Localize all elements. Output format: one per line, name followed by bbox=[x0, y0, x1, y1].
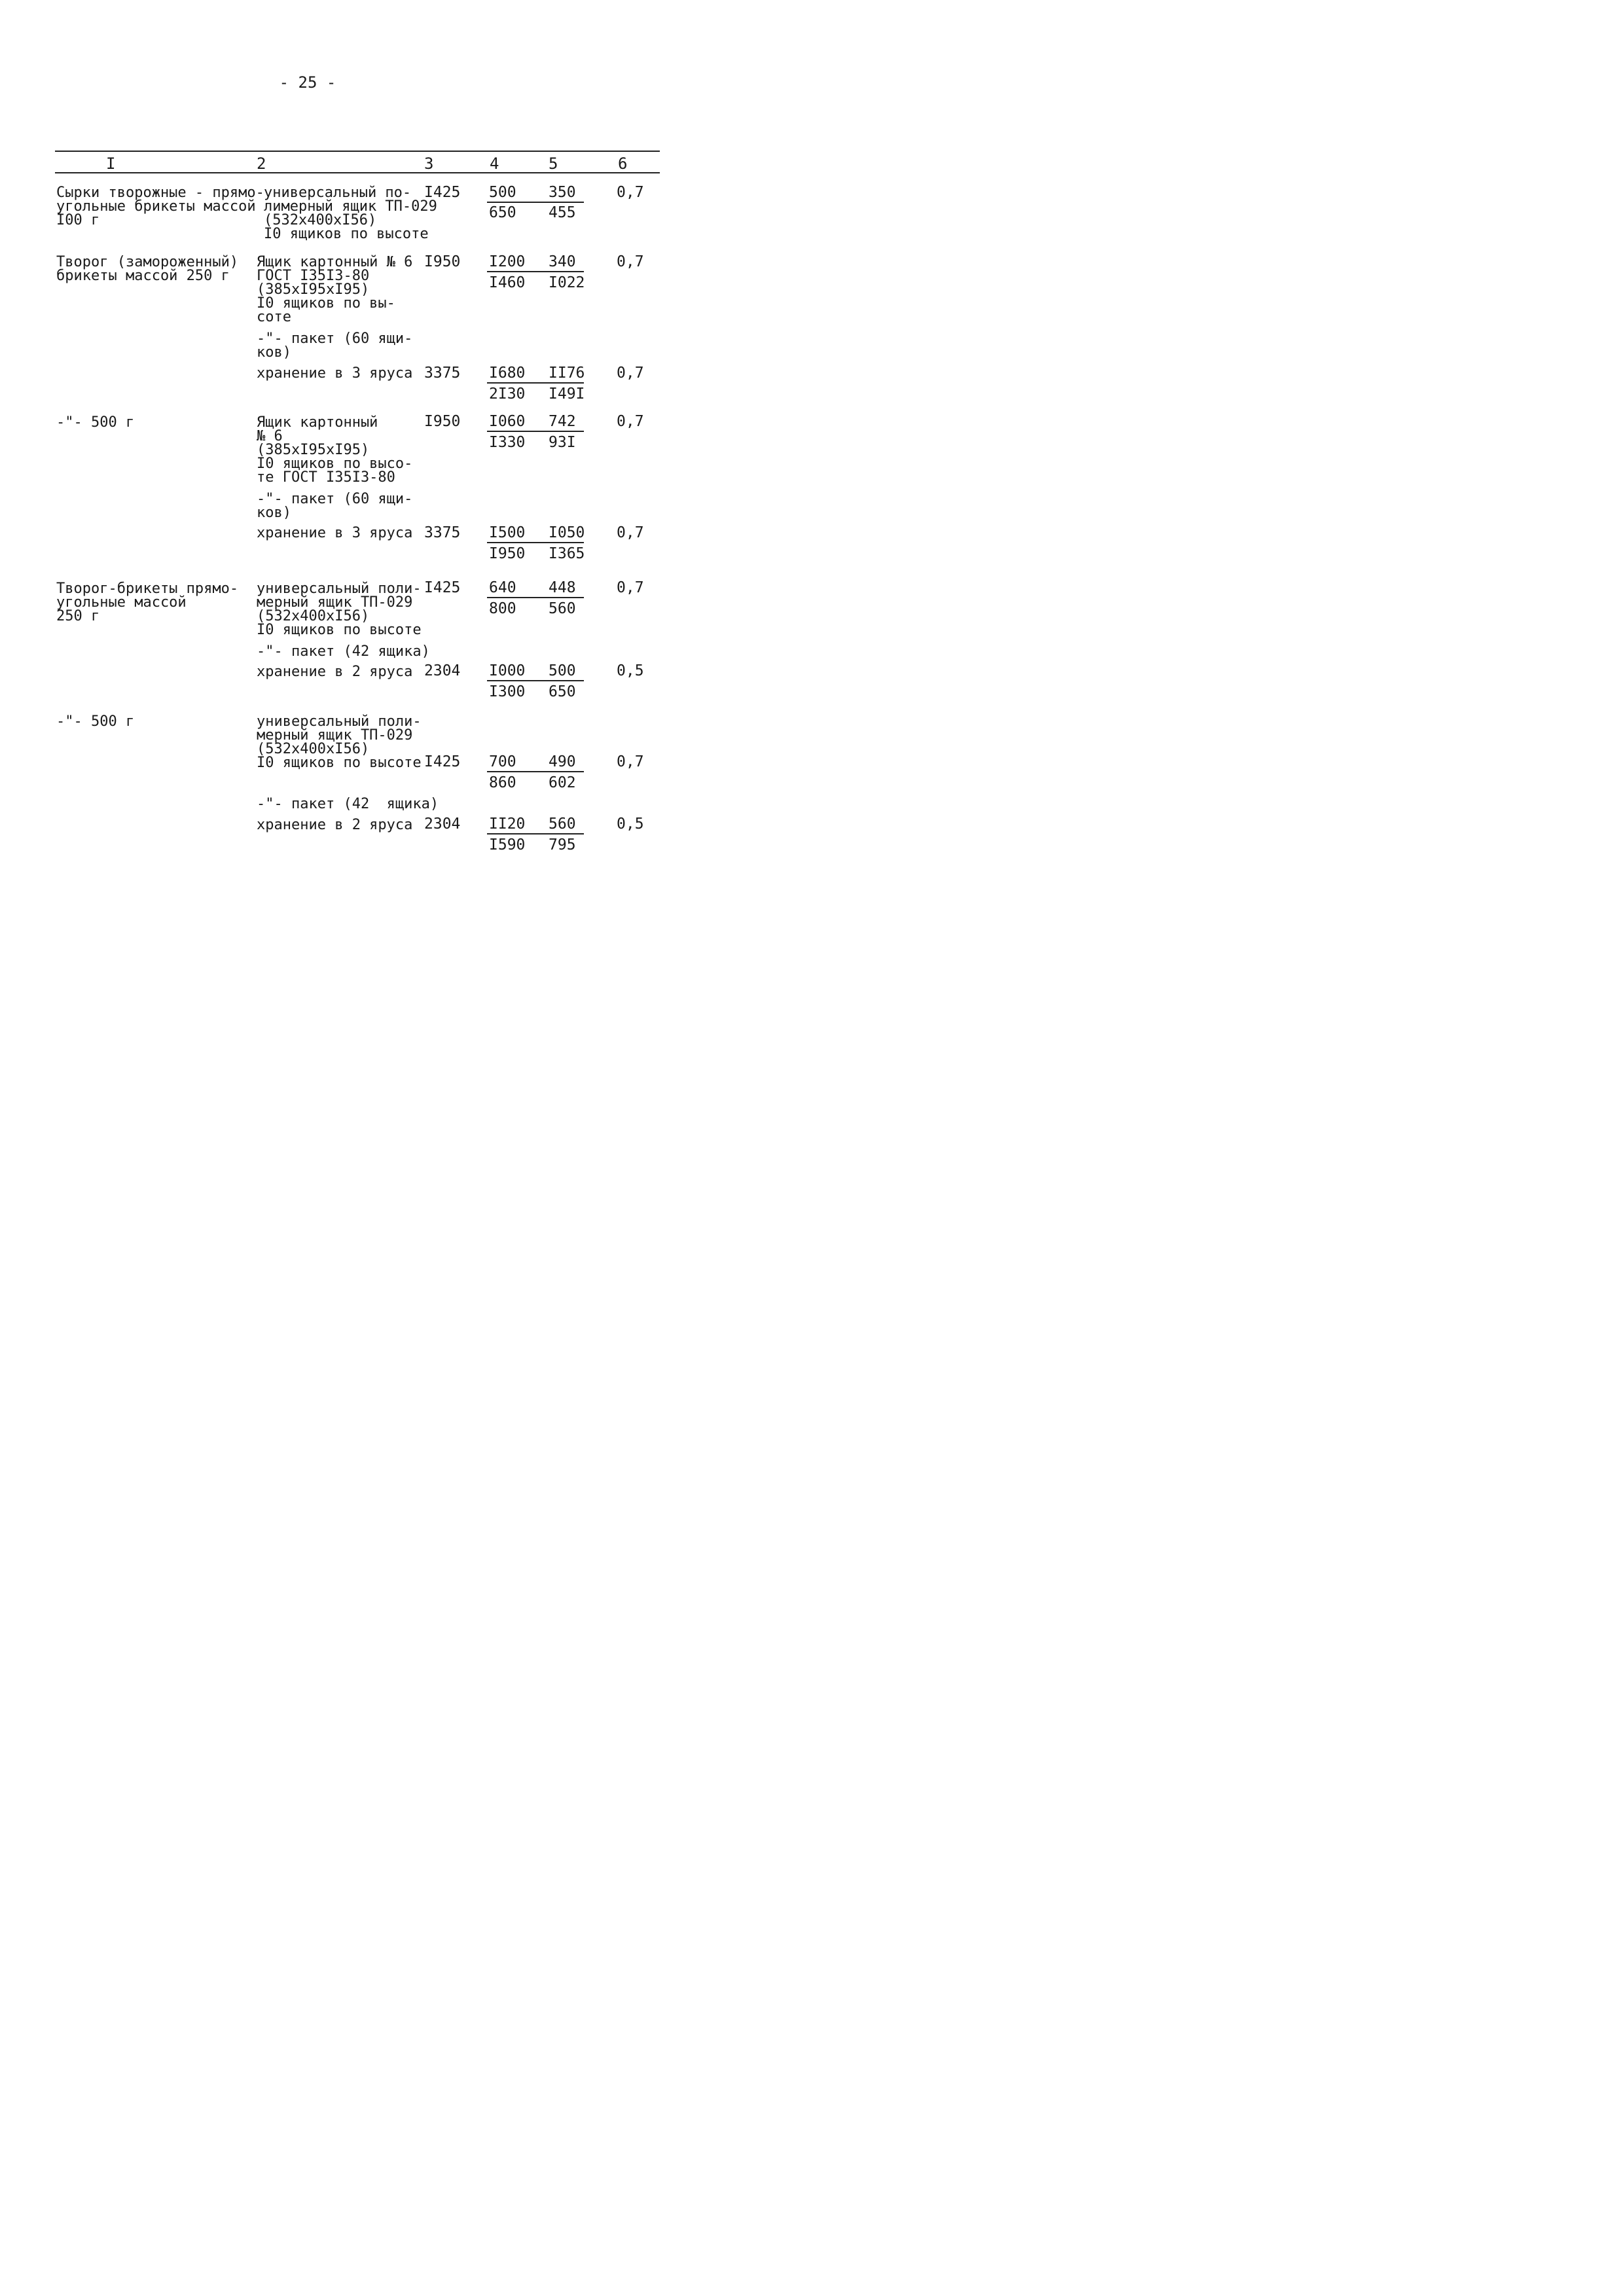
col4-numerator: I200 bbox=[489, 253, 526, 270]
col4-numerator: I680 bbox=[489, 365, 526, 382]
column-header-6: 6 bbox=[618, 154, 628, 173]
packaging-cell: хранение в 2 яруса bbox=[257, 664, 413, 680]
fraction-line bbox=[487, 542, 584, 543]
col4-numerator: I060 bbox=[489, 413, 526, 430]
col4-denominator: I330 bbox=[489, 434, 526, 451]
fraction-line bbox=[487, 382, 584, 384]
col5-numerator: 742 bbox=[549, 413, 576, 430]
col4-denominator: 860 bbox=[489, 774, 516, 791]
col3-value: I425 bbox=[424, 753, 461, 770]
fraction-line bbox=[487, 597, 584, 598]
fraction-line bbox=[487, 833, 584, 834]
col6-value: 0,7 bbox=[617, 184, 644, 201]
packaging-cell: Ящик картонный № 6 (385xI95xI95) I0 ящиков по высо- те ГОСТ I35I3-80 bbox=[257, 414, 413, 486]
col4-numerator: II20 bbox=[489, 816, 526, 833]
col6-value: 0,7 bbox=[617, 413, 644, 430]
packaging-cell: универсальный по- лимерный ящик ТП-029 (532x400xI56) I0 ящиков по высоте bbox=[264, 185, 437, 242]
fraction-line bbox=[487, 271, 584, 272]
packaging-cell: универсальный поли- мерный ящик ТП-029 (532x400xI56) I0 ящиков по высоте bbox=[257, 581, 422, 638]
col5-numerator: 448 bbox=[549, 579, 576, 596]
column-header-1: I bbox=[106, 154, 116, 173]
col5-numerator: 350 bbox=[549, 184, 576, 201]
packaging-cell: I0 ящиков по высоте bbox=[257, 755, 422, 771]
col5-numerator: II76 bbox=[549, 365, 585, 382]
col4-numerator: I500 bbox=[489, 524, 526, 541]
col6-value: 0,7 bbox=[617, 753, 644, 770]
column-header-4: 4 bbox=[490, 154, 499, 173]
product-cell: -"- 500 г bbox=[56, 713, 135, 730]
col6-value: 0,5 bbox=[617, 816, 644, 833]
col5-numerator: I050 bbox=[549, 524, 585, 541]
col4-denominator: 800 bbox=[489, 600, 516, 617]
col4-numerator: 500 bbox=[489, 184, 516, 201]
col5-denominator: 602 bbox=[549, 774, 576, 791]
col5-numerator: 340 bbox=[549, 253, 576, 270]
fraction-line bbox=[487, 431, 584, 432]
packaging-cell: -"- пакет (60 ящи- ков) bbox=[257, 331, 413, 361]
col5-denominator: 93I bbox=[549, 434, 576, 451]
col4-denominator: I590 bbox=[489, 836, 526, 853]
col5-denominator: I49I bbox=[549, 386, 585, 403]
col3-value: I950 bbox=[424, 413, 461, 430]
col3-value: 3375 bbox=[424, 524, 461, 541]
packaging-cell: хранение в 3 яруса bbox=[257, 365, 413, 382]
packaging-cell: -"- пакет (60 ящи- ков) bbox=[257, 491, 413, 521]
packaging-cell: Ящик картонный № 6 ГОСТ I35I3-80 (385xI95xI95) I0 ящиков по вы- соте bbox=[257, 254, 413, 325]
column-header-5: 5 bbox=[549, 154, 558, 173]
fraction-line bbox=[487, 680, 584, 681]
col3-value: 2304 bbox=[424, 816, 461, 833]
column-header-3: 3 bbox=[424, 154, 434, 173]
product-cell: Сырки творожные - прямо- угольные брикеты массой I00 г bbox=[56, 185, 264, 228]
col3-value: I425 bbox=[424, 184, 461, 201]
packaging-cell: универсальный поли- мерный ящик ТП-029 (532x400xI56) bbox=[257, 713, 422, 757]
col5-numerator: 560 bbox=[549, 816, 576, 833]
col4-denominator: 650 bbox=[489, 204, 516, 221]
col5-denominator: 560 bbox=[549, 600, 576, 617]
packaging-cell: -"- пакет (42 ящика) bbox=[257, 643, 430, 660]
col4-numerator: 640 bbox=[489, 579, 516, 596]
col6-value: 0,7 bbox=[617, 524, 644, 541]
table-top-rule bbox=[55, 151, 660, 152]
col4-denominator: I300 bbox=[489, 683, 526, 700]
fraction-line bbox=[487, 771, 584, 772]
col3-value: I950 bbox=[424, 253, 461, 270]
col5-denominator: 455 bbox=[549, 204, 576, 221]
product-cell: Творог (замороженный) брикеты массой 250 г bbox=[56, 254, 239, 284]
col5-denominator: I022 bbox=[549, 274, 585, 291]
product-cell: Творог-брикеты прямо- угольные массой 250 г bbox=[56, 581, 239, 624]
product-cell: -"- 500 г bbox=[56, 414, 135, 431]
col4-numerator: 700 bbox=[489, 753, 516, 770]
col4-numerator: I000 bbox=[489, 662, 526, 679]
table-header-rule bbox=[55, 172, 660, 173]
packaging-cell: хранение в 2 яруса bbox=[257, 817, 413, 833]
col5-denominator: 650 bbox=[549, 683, 576, 700]
col6-value: 0,5 bbox=[617, 662, 644, 679]
col3-value: 2304 bbox=[424, 662, 461, 679]
col6-value: 0,7 bbox=[617, 253, 644, 270]
packaging-cell: -"- пакет (42 ящика) bbox=[257, 796, 439, 812]
col4-denominator: I950 bbox=[489, 545, 526, 562]
fraction-line bbox=[487, 202, 584, 203]
col5-denominator: I365 bbox=[549, 545, 585, 562]
col5-numerator: 500 bbox=[549, 662, 576, 679]
packaging-cell: хранение в 3 яруса bbox=[257, 525, 413, 541]
col6-value: 0,7 bbox=[617, 365, 644, 382]
col5-denominator: 795 bbox=[549, 836, 576, 853]
col4-denominator: 2I30 bbox=[489, 386, 526, 403]
col5-numerator: 490 bbox=[549, 753, 576, 770]
col4-denominator: I460 bbox=[489, 274, 526, 291]
page-number: - 25 - bbox=[279, 73, 336, 92]
column-header-2: 2 bbox=[257, 154, 266, 173]
col3-value: I425 bbox=[424, 579, 461, 596]
col6-value: 0,7 bbox=[617, 579, 644, 596]
col3-value: 3375 bbox=[424, 365, 461, 382]
